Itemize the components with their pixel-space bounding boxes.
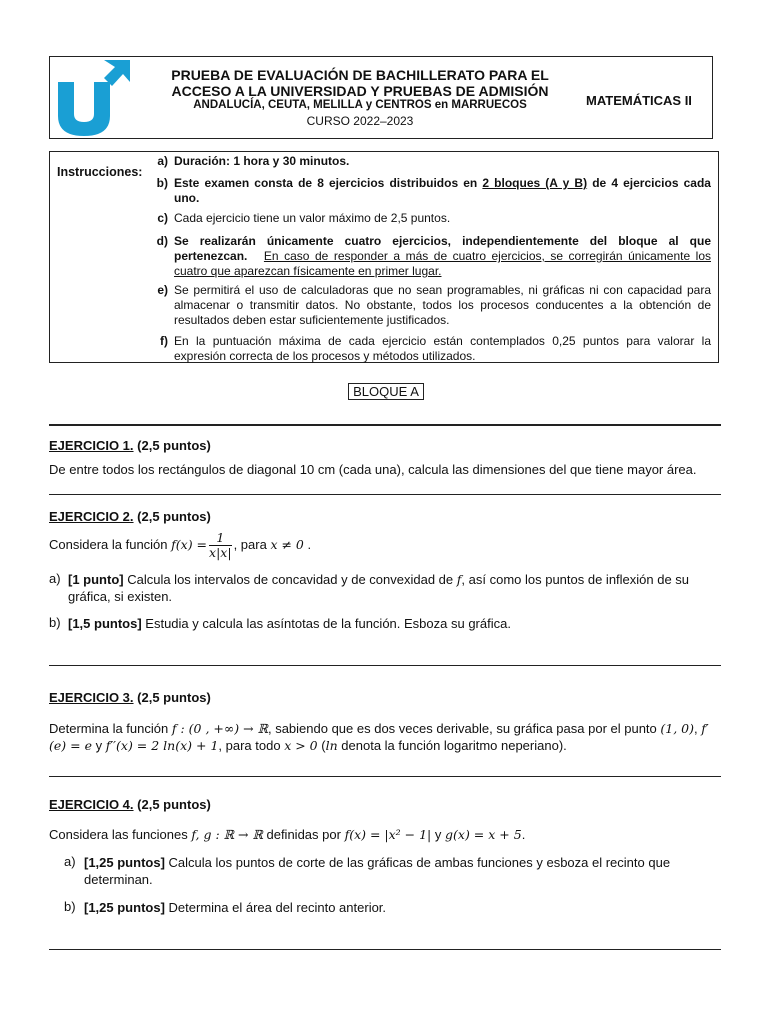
exercise-4b-letter: b) [64,899,76,914]
fraction-numerator: 1 [209,531,232,546]
math-condition: x > 0 [284,738,318,753]
exercise-3-title [49,690,211,705]
exercise-1-text: De entre todos los rectángulos de diagonal 10 cm (cada una), calcula las dimensiones del que tiene mayor área. [49,462,697,477]
exercise-4b-points: [1,25 puntos] [84,900,165,915]
divider [49,494,721,495]
instruction-b-part1: Este examen consta de 8 ejercicios distribuidos en [174,176,483,190]
math-first-derivative: f′(e) = e [49,721,709,753]
exam-title-line2: ACCESO A LA UNIVERSIDAD Y PRUEBAS DE ADMISIÓN [171,83,549,99]
instruction-a: Duración: 1 hora y 30 minutos. [174,154,350,168]
divider [49,665,721,666]
exercise-4-points: (2,5 puntos) [137,797,211,812]
divider [49,424,721,426]
math-ln: ln [325,738,338,753]
exercise-2a-points: [1 punto] [68,572,124,587]
math-f-definition: f(x) = |x² − 1| [344,827,432,842]
exercise-2b [68,615,721,632]
instruction-b-part2: de 4 ejercicios cada uno. [174,176,711,205]
text-span: , sabiendo que es dos veces derivable, su gráfica pasa por el punto [267,721,657,736]
exercise-2-label: EJERCICIO 2. [49,509,134,524]
exercise-2b-points: [1,5 puntos] [68,616,142,631]
exercise-2-points: (2,5 puntos) [137,509,211,524]
instruction-c-letter: c) [157,211,168,225]
exam-course: CURSO 2022–2023 [306,114,414,128]
text-span: y [95,738,103,753]
text-span: , [694,721,698,736]
instruction-d-letter: d) [156,234,168,248]
exercise-4a-points: [1,25 puntos] [84,855,165,870]
exercise-2-end: . [307,537,312,552]
exercise-4a [84,854,721,888]
exercise-3-points: (2,5 puntos) [137,690,211,705]
exercise-2-title [49,509,211,524]
exercise-3-text [49,720,721,754]
exercise-2b-text: Estudia y calcula las asíntotas de la función. Esboza su gráfica. [145,616,511,631]
exercise-4-label: EJERCICIO 4. [49,797,134,812]
exercise-4a-text: Calcula los puntos de corte de las gráficas de ambas funciones y esboza el recinto que determinan. [84,855,671,887]
domain-condition: x ≠ 0 [270,537,304,552]
exercise-1-label: EJERCICIO 1. [49,438,134,453]
text-span: , para todo [218,738,281,753]
instruction-b-underlined: 2 bloques (A y B) [482,176,588,190]
math-domain: f : (0 , +∞) → ℝ [171,721,268,736]
exercise-4-intro [49,826,721,843]
instruction-f-letter: f) [160,334,168,348]
text-span: definidas por [266,827,341,842]
exercise-2a-text2: , así como los puntos de inflexión de su gráfica, si existen. [68,572,690,604]
text-span: Considera las funciones [49,827,188,842]
function-definition: f(x) = [171,537,208,552]
instructions-label: Instrucciones: [57,165,143,179]
exercise-1-points: (2,5 puntos) [137,438,211,453]
block-label: BLOQUE A [348,383,424,400]
exercise-2-para: , para [233,537,267,552]
exercise-1-title [49,438,211,453]
divider [49,776,721,777]
exercise-2a [68,571,721,605]
instruction-d-bold: Se realizarán únicamente cuatro ejercicios, independientemente del bloque al que pertenezcan. [174,234,711,263]
text-span: ( [321,738,326,753]
exercise-2a-letter: a) [49,571,61,586]
math-point: (1, 0) [660,721,695,736]
text-span: . [521,827,526,842]
exercise-3-label: EJERCICIO 3. [49,690,134,705]
exam-title-line1: PRUEBA DE EVALUACIÓN DE BACHILLERATO PARA EL [171,67,549,83]
text-span: denota la función logaritmo neperiano). [341,738,567,753]
exercise-2b-letter: b) [49,615,61,630]
instruction-e-letter: e) [157,283,168,297]
exercise-4b [84,899,721,916]
text-span: y [434,827,442,842]
instruction-b [174,176,711,206]
fraction [209,531,232,560]
university-logo-icon [56,58,134,136]
exercise-4a-letter: a) [64,854,76,869]
exam-subject: MATEMÁTICAS II [586,93,692,108]
exercise-2a-text1: Calcula los intervalos de concavidad y de convexidad de [127,572,454,587]
instruction-f: En la puntuación máxima de cada ejercicio están contemplados 0,25 puntos para valorar la expresión correcta de los procesos y métodos utilizados. [174,334,711,363]
text-span: Determina la función [49,721,169,736]
exercise-4-title [49,797,211,812]
fraction-denominator: x|x| [209,545,232,561]
math-functions: f, g : ℝ → ℝ [191,827,263,842]
exercise-2-intro [49,528,721,562]
instruction-a-letter: a) [157,154,168,168]
instruction-c: Cada ejercicio tiene un valor máximo de 2,5 puntos. [174,211,451,225]
instruction-e: Se permitirá el uso de calculadoras que no sean programables, ni gráficas ni con capacidad para almacenar o transmitir datos. No obstante, todos los procesos conducentes a la obtención de resultados deben estar suficientemente justificados. [174,283,711,327]
exercise-2-intro-text: Considera la función [49,537,168,552]
instruction-d [174,234,711,279]
math-g-definition: g(x) = x + 5 [445,827,522,842]
instruction-b-letter: b) [156,176,168,190]
exercise-4b-text: Determina el área del recinto anterior. [168,900,387,915]
function-symbol: f [456,572,462,587]
math-second-derivative: f′′(x) = 2 ln(x) + 1 [105,738,219,753]
divider [49,949,721,950]
exam-region: ANDALUCÍA, CEUTA, MELILLA y CENTROS en MARRUECOS [193,99,527,111]
instruction-d-underlined: En caso de responder a más de cuatro ejercicios, se corregirán únicamente los cuatro que aparezcan físicamente en primer lugar. [174,249,711,278]
